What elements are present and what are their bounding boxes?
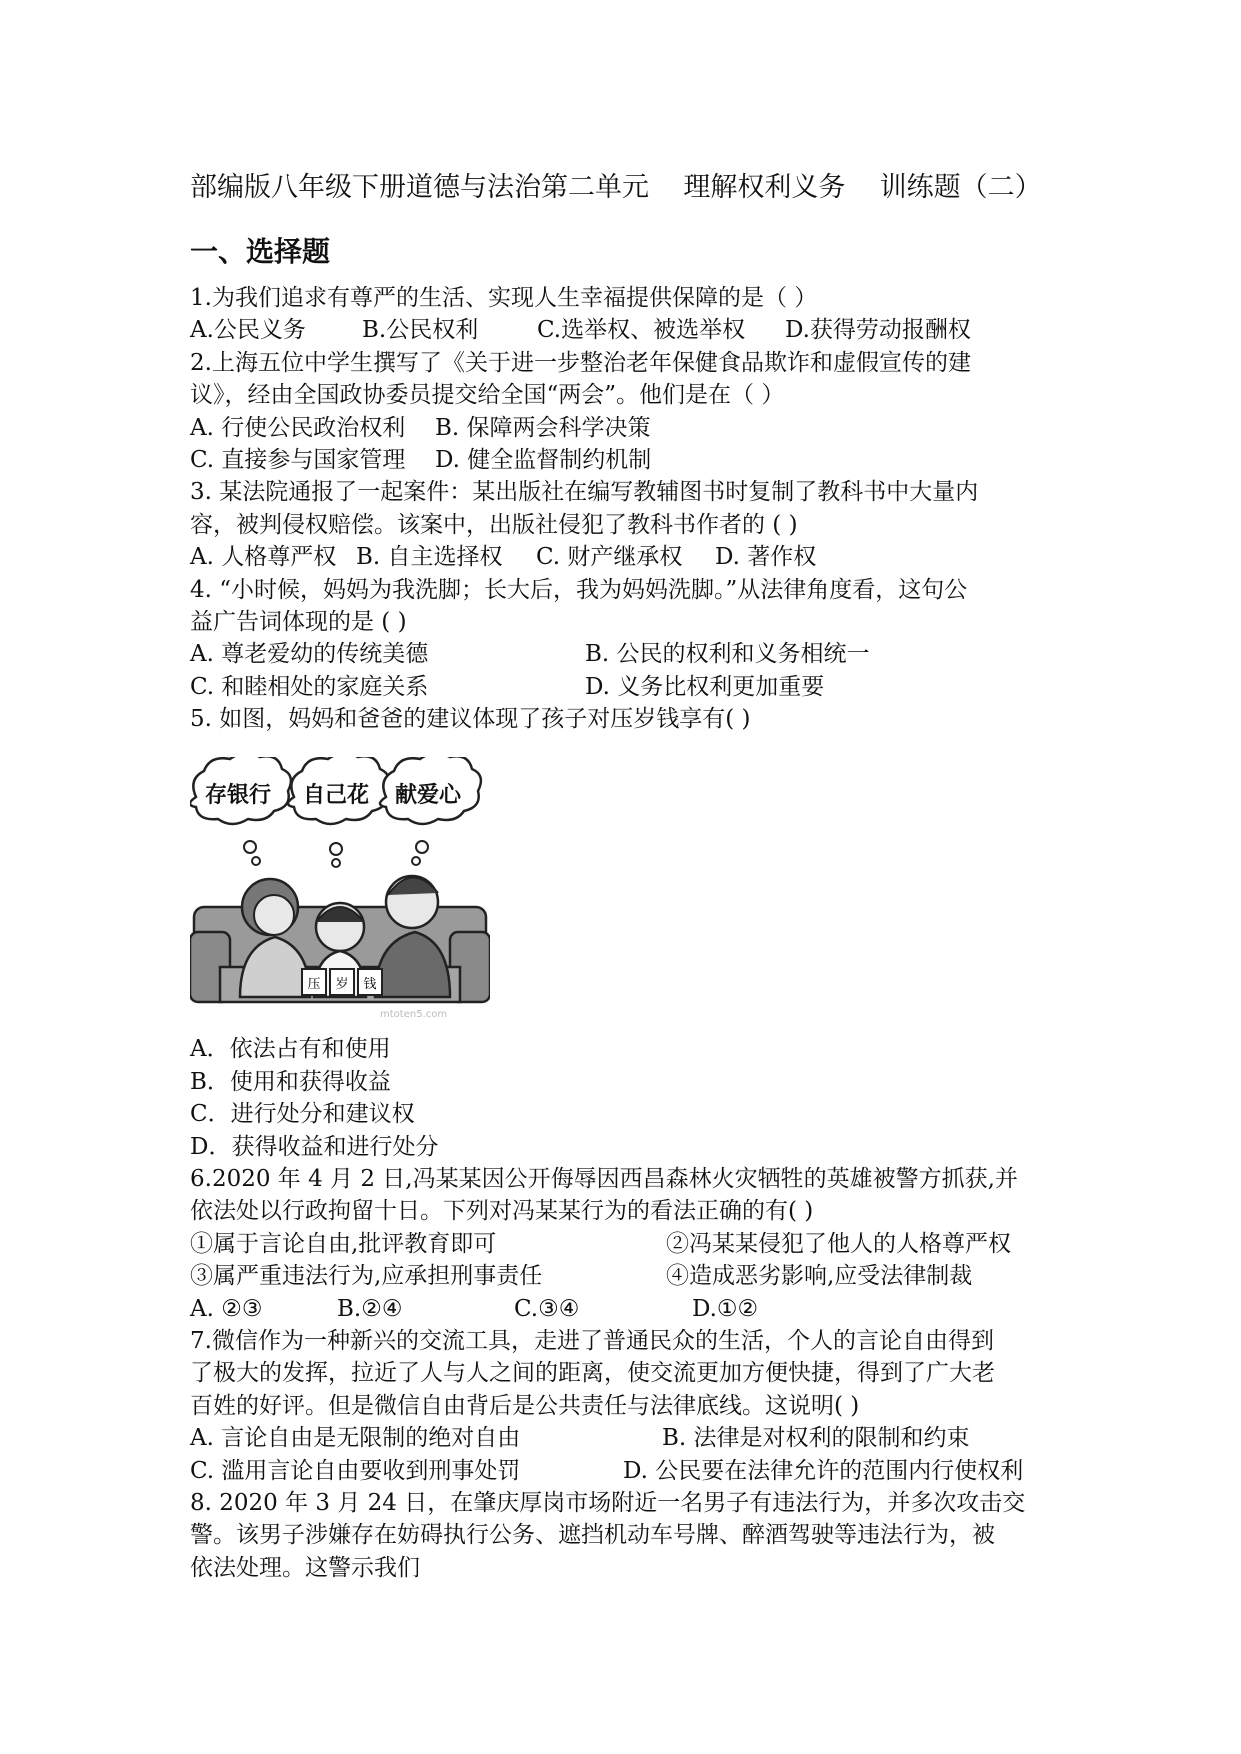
watermark: mtoten5.com [380,1009,448,1021]
box-label: 钱 [363,977,377,993]
q2-stem-line: 2.上海五位中学生撰写了《关于进一步整治老年保健食品欺诈和虚假宣传的建 [190,349,971,376]
option-a: A. 人格尊严权 [190,544,337,571]
bubble-right [380,757,481,824]
q4-stem-line: 益广告词体现的是 ( ) [190,608,407,635]
q4-stem-line: 4. “小时候，妈妈为我洗脚；长大后，我为妈妈洗脚。”从法律角度看，这句公 [190,576,968,603]
option-c: C.③④ [514,1295,580,1322]
q2-options-row [190,444,1080,476]
bubble-left [190,757,291,824]
option-d: D. 公民要在法律允许的范围内行使权利 [623,1457,1024,1484]
option-a: A. 行使公民政治权利 [190,414,406,441]
statement-2: ②冯某某侵犯了他人的人格尊严权 [666,1230,1011,1257]
box-label: 压 [307,977,321,993]
option-b: B. 公民的权利和义务相统一 [585,641,870,668]
option-a: A．依法占有和使用 [190,1036,391,1063]
q7-options-row [190,1422,1080,1454]
option-b: B. 自主选择权 [356,544,503,571]
option-a: A.公民义务 [190,317,306,344]
money-boxes [302,969,382,995]
family-cartoon-image [190,757,490,1022]
q4-options-row [190,638,1080,670]
q7-stem-line: 了极大的发挥，拉近了人与人之间的距离，使交流更加方便快捷，得到了广大老 [190,1360,995,1387]
option-d: D. 健全监督制约机制 [435,446,652,473]
document-title: 部编版八年级下册道德与法治第二单元 理解权利义务 训练题（二） [190,172,1042,203]
option-c: C. 直接参与国家管理 [190,446,406,473]
q8-stem-line: 8. 2020 年 3 月 24 日，在肇庆厚岗市场附近一名男子有违法行为，并多次攻击交 [190,1489,1026,1516]
option-c: C．进行处分和建议权 [190,1101,415,1128]
q6-stem-line: 依法处以行政拘留十日。下列对冯某某行为的看法正确的有( ) [190,1198,814,1225]
q3-options [190,541,1080,573]
q8-stem-line: 警。该男子涉嫌存在妨碍执行公务、遮挡机动车号牌、醉酒驾驶等违法行为，被 [190,1522,995,1549]
box-label: 岁 [335,977,349,993]
q1-stem: 1.为我们追求有尊严的生活、实现人生幸福提供保障的是（ ） [190,285,818,311]
q2-options-row [190,412,1080,444]
bubble-label: 献爱心 [394,783,462,809]
q4-options-row [190,671,1080,703]
statement-3: ③属严重违法行为,应承担刑事责任 [190,1263,543,1290]
option-a: A. 尊老爱幼的传统美德 [190,641,429,668]
option-b: B．使用和获得收益 [190,1068,391,1095]
option-c: C. 财产继承权 [536,544,683,571]
q6-stem-line: 6.2020 年 4 月 2 日,冯某某因公开侮辱因西昌森林火灾牺牲的英雄被警方抓获,并 [190,1166,1018,1193]
statement-4: ④造成恶劣影响,应受法律制裁 [666,1263,973,1290]
q3-stem-line: 容，被判侵权赔偿。该案中，出版社侵犯了教科书作者的 ( ) [190,511,798,538]
option-d: D.①② [692,1295,759,1322]
bubble-middle [288,757,389,824]
q7-stem-line: 7.微信作为一种新兴的交流工具，走进了普通民众的生活，个人的言论自由得到 [190,1327,994,1354]
option-a: A. 言论自由是无限制的绝对自由 [190,1425,521,1452]
option-d: D. 著作权 [715,544,817,571]
statement-1: ①属于言论自由,批评教育即可 [190,1230,497,1257]
q7-options-row [190,1455,1080,1487]
bubble-label: 存银行 [204,783,272,809]
option-d: D．获得收益和进行处分 [190,1133,439,1160]
option-b: B. 保障两会科学决策 [435,414,651,441]
option-c: C. 滥用言论自由要收到刑事处罚 [190,1457,521,1484]
bubble-label: 自己花 [302,783,370,809]
cartoon-illustration [190,735,1080,1033]
option-c: C. 和睦相处的家庭关系 [190,673,429,700]
q6-statements-row [190,1260,1080,1292]
option-b: B.公民权利 [362,317,479,344]
q1-options [190,314,1080,346]
q2-stem-line: 议》，经由全国政协委员提交给全国“两会”。他们是在（ ） [190,382,785,409]
q7-stem-line: 百姓的好评。但是微信自由背后是公共责任与法律底线。这说明( ) [190,1392,860,1419]
option-b: B.②④ [337,1295,403,1322]
q8-stem-line: 依法处理。这警示我们 [190,1554,420,1581]
option-a: A. ②③ [190,1295,263,1322]
q3-stem-line: 3. 某法院通报了一起案件：某出版社在编写教辅图书时复制了教科书中大量内 [190,479,979,506]
option-d: D. 义务比权利更加重要 [585,673,825,700]
option-b: B. 法律是对权利的限制和约束 [662,1425,970,1452]
q5-stem: 5. 如图，妈妈和爸爸的建议体现了孩子对压岁钱享有( ) [190,706,751,733]
option-d: D.获得劳动报酬权 [785,317,971,344]
q6-options [190,1293,1080,1325]
section-heading: 一、选择题 [190,235,331,268]
question-list [190,282,1080,1584]
q6-statements-row [190,1228,1080,1260]
option-c: C.选举权、被选举权 [537,317,746,344]
